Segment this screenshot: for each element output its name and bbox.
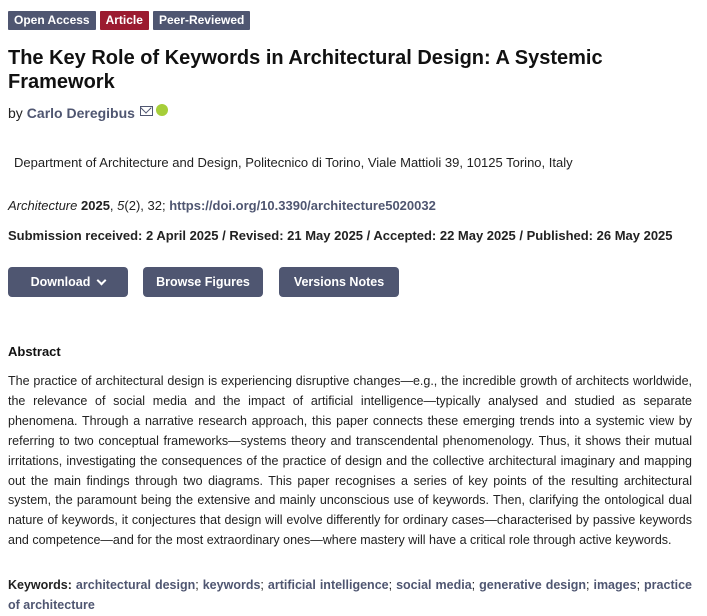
keyword-link[interactable]: images [593,578,637,592]
open-access-badge[interactable]: Open Access [8,11,96,30]
citation-issue-article: (2), 32; [124,198,166,213]
publication-dates: Submission received: 2 April 2025 / Revised: 21 May 2025 / Accepted: 22 May 2025 / Published: 26 May 2025 [8,228,673,243]
affiliation: Department of Architecture and Design, Politecnico di Torino, Viale Mattioli 39, 10125 Torino, Italy [14,155,573,170]
keywords-label: Keywords: [8,578,72,592]
citation-year: 2025 [81,198,110,213]
doi-link[interactable]: https://doi.org/10.3390/architecture5020032 [169,198,436,213]
peer-reviewed-badge[interactable]: Peer-Reviewed [153,11,250,30]
article-header [8,11,692,612]
article-title: The Key Role of Keywords in Architectural Design: A Systemic Framework [8,47,603,93]
author-line [8,105,168,121]
abstract-heading: Abstract [8,344,61,359]
versions-notes-button[interactable] [279,267,399,297]
action-buttons [8,267,399,297]
article-type-badge: Article [100,11,149,30]
email-icon[interactable] [140,106,153,116]
keyword-link[interactable]: generative design [479,578,586,592]
keyword-link[interactable]: artificial intelligence [267,578,389,592]
browse-figures-label: Browse Figures [156,275,250,289]
versions-notes-label: Versions Notes [293,275,385,289]
by-label: by [8,105,23,121]
orcid-icon[interactable] [156,104,168,116]
badge-row [8,11,692,30]
keyword-link[interactable]: social media [396,578,472,592]
download-button[interactable] [8,267,128,297]
citation-volume: 5 [117,198,125,213]
keyword-link[interactable]: practice of architecture [8,578,692,612]
browse-figures-button[interactable] [143,267,263,297]
citation-line: Architecture 2025, 5(2), 32; https://doi.org/10.3390/architecture5020032 [8,198,436,213]
abstract-text: The practice of architectural design is experiencing disruptive changes—e.g., the incredible growth of architects worldwide, the relevance of social media and the impact of artificial intelligence—typically analysed and studied as separate phenomena. Through a narrative research approach, this paper connects these emerging trends into a systemic view by referring to two conceptual frameworks—systems theory and transcendental phenomenology. Thus, it shows their mutual irritations, investigating the consequences of the practice of design and the collective architectural imaginary and mapping out the main findings through two diagrams. This paper recognises a series of key points of the resulting architectural system, the paramount being the extensive and mainly unconscious use of keywords. Then, clarifying the ontological dual nature of keywords, it conjectures that design will evolve differently for ordinary cases—characterised by passive keywords and competence—and for the most extraordinary ones—where mastery will have a critical role through active keywords. [8,374,692,548]
keyword-link[interactable]: architectural design [75,578,196,592]
journal-name: Architecture [8,198,78,213]
keywords-line: Keywords: architectural design; keywords; artificial intelligence; social media; generative design; images; practice of architecture [8,578,692,612]
download-button-label: Download [30,275,91,289]
keyword-link[interactable]: keywords [202,578,261,592]
chevron-down-icon [97,275,107,285]
author-link[interactable]: Carlo Deregibus [26,105,135,121]
